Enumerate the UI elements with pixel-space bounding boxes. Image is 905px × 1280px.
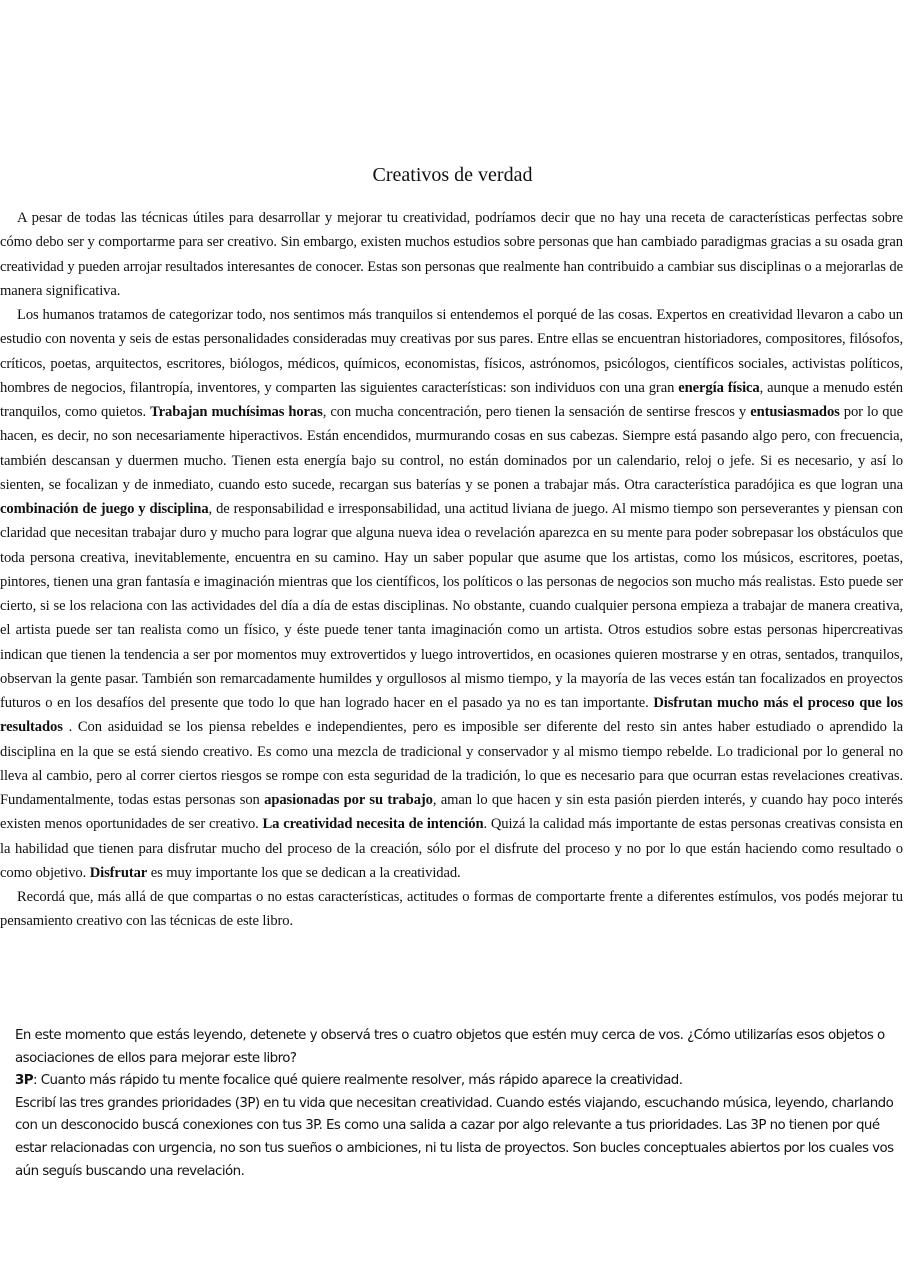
text-run: es muy importante los que se dedican a la creatividad.: [147, 864, 461, 881]
bold-phrase: 3P: [15, 1073, 34, 1089]
text-run: . Con asiduidad se los piensa rebeldes e independientes, pero es imposible ser diferente del resto sin antes haber estudiado o aprendido la disciplina en la que se está siendo creativo. Es como una mezcla de tradicional y conservador y al mismo tiempo rebelde. Lo tradicional por lo general no lleva al cambio, pero al correr ciertos riesgos se rompe con esta seguridad de la tradición, lo que es necesario para que ocurran estas revelaciones creativas. Fundamentalmente, todas estas personas son: [0, 719, 903, 808]
text-run: por lo que hacen, es decir, no son necesariamente hiperactivos. Están encendidos, murmurando cosas en sus cabezas. Siempre está pasando algo pero, con frecuencia, también descansan y duermen mucho. Tienen esta energía bajo su control, no están dominados por un calendario, reloj o jefe. Si es necesario, y así lo sienten, se focalizan y de inmediato, cuando esto sucede, recargan sus baterías y se ponen a trabajar más. Otra característica paradójica es que logran una: [0, 404, 903, 493]
text-run: . Quizá la calidad más importante de estas personas creativas consista en la habilidad que tienen para disfrutar mucho del proceso de la creación, sólo por el disfrute del proceso y no por lo que están haciendo como resultado o como objetivo.: [0, 816, 903, 881]
bold-phrase: combinación de juego y disciplina: [0, 501, 209, 517]
text-run: En este momento que estás leyendo, detenete y observá tres o cuatro objetos que estén muy cerca de vos. ¿Cómo utilizarías esos objetos o asociaciones de ellos para mejorar este libro?: [15, 1028, 885, 1066]
bold-phrase: La creatividad necesita de intención: [262, 816, 484, 833]
body-text: [0, 206, 903, 934]
text-run: , aunque a menudo estén tranquilos, como quietos.: [0, 379, 903, 420]
exercise-line: [15, 1025, 905, 1070]
bold-phrase: entusiasmados: [750, 404, 840, 420]
paragraph: [0, 206, 903, 303]
text-run: , de responsabilidad e irresponsabilidad, una actitud liviana de juego. Al mismo tiempo son perseverantes y piensan con claridad que necesitan trabajar duro y mucho para lograr que alguna nueva idea o revelación aparezca en su mente para poder sobrepasar los obstáculos que toda persona creativa, inevitablemente, encuentra en su camino. Hay un saber popular que asume que los artistas, como los músicos, escritores, poetas, pintores, tienen una gran fantasía e imaginación mientras que los científicos, los políticos o las personas de negocios son mucho más realistas. Esto puede ser cierto, si se los relaciona con las actividades del día a día de estas disciplinas. No obstante, cuando cualquier persona empieza a trabajar de manera creativa, el artista puede ser tan realista como un físico, y éste puede tener tanta imaginación como un artista. Otros estudios sobre estas personas hipercreativas indican que tienen la tendencia a ser por momentos muy extrovertidos y luego introvertidos, en ocasiones quieren mostrarse y en otras, sentados, tranquilos, observan la gente pasar. También son remarcadamente humildes y orgullosos al mismo tiempo, y la mayoría de las veces están tan focalizados en proyectos futuros o en los desafíos del presente que todo lo que han logrado hacer en el pasado ya no es tan importante.: [0, 501, 904, 711]
exercise-box: [15, 1025, 905, 1183]
text-run: , aman lo que hacen y sin esta pasión pierden interés, y cuando hay poco interés existen menos oportunidades de ser creativo.: [0, 792, 903, 833]
text-run: , con mucha concentración, pero tienen la sensación de sentirse frescos y: [322, 404, 751, 420]
exercise-line: [15, 1070, 905, 1093]
bold-phrase: energía física: [678, 379, 760, 396]
paragraph: [0, 885, 903, 934]
page-title: Creativos de verdad: [372, 164, 533, 186]
paragraph: [0, 303, 903, 885]
text-run: : Cuanto más rápido tu mente focalice qué quiere realmente resolver, más rápido aparece la creatividad.: [33, 1073, 683, 1089]
text-run: Los humanos tratamos de categorizar todo, nos sentimos más tranquilos si entendemos el porqué de las cosas. Expertos en creatividad llevaron a cabo un estudio con noventa y seis de estas personalidades consideradas muy creativas por sus pares. Entre ellas se encuentran historiadores, compositores, filósofos, críticos, poetas, arquitectos, escritores, biólogos, médicos, químicos, economistas, físicos, astrónomos, psicólogos, científicos sociales, activistas políticos, hombres de negocios, filantropía, inventores, y comparten las siguientes características: son individuos con una gran: [0, 307, 903, 396]
bold-phrase: Disfrutan mucho más el proceso que los resultados: [0, 695, 903, 736]
text-run: A pesar de todas las técnicas útiles para desarrollar y mejorar tu creatividad, podríamos decir que no hay una receta de características perfectas sobre cómo debo ser y comportarme para ser creativo. Sin embargo, existen muchos estudios sobre personas que han cambiado paradigmas gracias a su osada gran creatividad y pueden arrojar resultados interesantes de conocer. Estas son personas que realmente han contribuido a cambiar sus disciplinas o a mejorarlas de manera significativa.: [0, 210, 903, 299]
exercise-line: [15, 1093, 905, 1183]
bold-phrase: apasionadas por su trabajo: [264, 792, 433, 808]
bold-phrase: Disfrutar: [89, 864, 148, 881]
bold-phrase: Trabajan muchísimas horas: [150, 404, 323, 420]
text-run: Escribí las tres grandes prioridades (3P) en tu vida que necesitan creatividad. Cuando estés viajando, escuchando música, leyendo, charlando con un desconocido buscá conexiones con tus 3P. Es como una salida a cazar por algo relevante a tus prioridades. Las 3P no tienen por qué estar relacionadas con urgencia, no son tus sueños o ambiciones, ni tu lista de proyectos. Son bucles conceptuales abiertos por los cuales vos aún seguís buscando una revelación.: [15, 1095, 894, 1179]
text-run: Recordá que, más allá de que compartas o no estas características, actitudes o formas de comportarte frente a diferentes estímulos, vos podés mejorar tu pensamiento creativo con las técnicas de este libro.: [0, 889, 903, 930]
